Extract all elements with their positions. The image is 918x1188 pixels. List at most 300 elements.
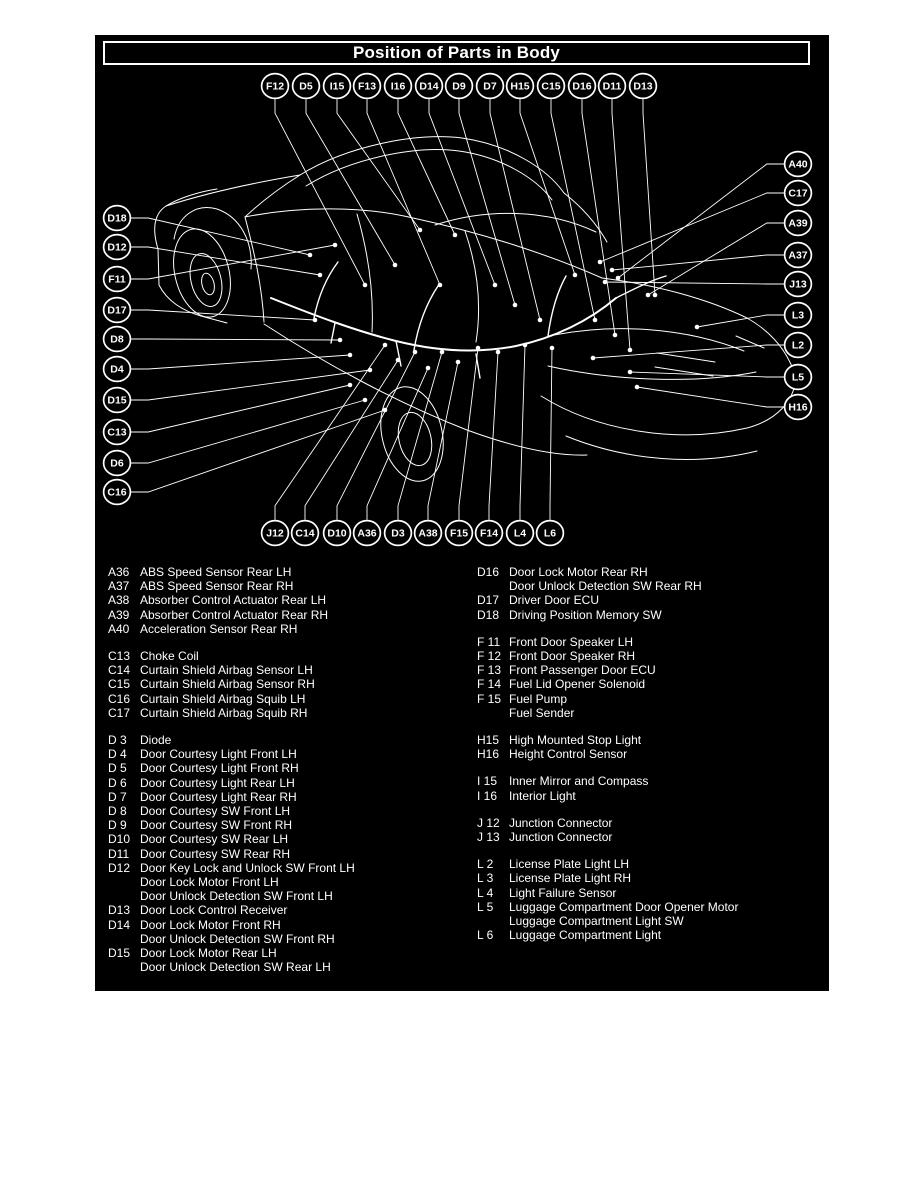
callout-d9 xyxy=(446,74,473,99)
callout-d17 xyxy=(104,298,131,323)
legend-name: Door Key Lock and Unlock SW Front LH xyxy=(140,860,355,875)
legend-entry xyxy=(108,932,468,946)
connector-dot-d17 xyxy=(313,318,318,323)
callout-circles xyxy=(104,74,812,546)
legend-entry xyxy=(108,790,468,804)
legend-code: D11 xyxy=(108,846,130,861)
leader-line-d7 xyxy=(490,99,540,320)
legend-entry xyxy=(108,565,468,579)
svg-text:F12: F12 xyxy=(265,80,285,93)
legend-name: ABS Speed Sensor Rear LH xyxy=(140,565,292,579)
callout-d11 xyxy=(599,74,626,99)
connector-dot-d9 xyxy=(513,303,518,308)
legend-entry xyxy=(477,635,822,649)
legend-entry xyxy=(477,649,822,663)
leader-line-f12 xyxy=(275,99,365,285)
legend-name: Door Courtesy Light Rear LH xyxy=(140,775,295,790)
svg-text:L5: L5 xyxy=(791,371,805,384)
legend-code: A39 xyxy=(108,607,130,622)
svg-text:L6: L6 xyxy=(543,527,557,540)
svg-text:C14: C14 xyxy=(295,527,315,540)
callout-a36 xyxy=(354,521,381,546)
callout-c13 xyxy=(104,420,131,445)
legend-entry xyxy=(477,857,822,871)
legend-code: D12 xyxy=(108,860,131,875)
legend-name: Absorber Control Actuator Rear RH xyxy=(140,607,329,622)
legend-group xyxy=(477,565,822,622)
legend-code: D17 xyxy=(477,593,500,608)
callout-d16 xyxy=(569,74,596,99)
legend-entry xyxy=(477,706,822,720)
connector-dot-h16 xyxy=(635,385,640,390)
svg-text:F11: F11 xyxy=(108,273,126,286)
callout-l4 xyxy=(507,521,534,546)
legend-name: Fuel Sender xyxy=(509,705,575,720)
legend-name: Luggage Compartment Door Opener Motor xyxy=(509,899,739,914)
legend-code: C14 xyxy=(108,663,131,678)
connector-dot-d8 xyxy=(338,338,343,343)
legend-group xyxy=(108,565,468,636)
callout-c14 xyxy=(292,521,319,546)
legend-entry xyxy=(108,818,468,832)
legend-name: Door Courtesy Light Rear RH xyxy=(140,789,297,804)
legend-entry xyxy=(108,946,468,960)
legend-code: F 11 xyxy=(477,634,501,649)
svg-text:A40: A40 xyxy=(788,158,808,171)
svg-text:A38: A38 xyxy=(418,527,438,540)
legend-name: Driver Door ECU xyxy=(509,593,600,608)
legend-entry xyxy=(108,593,468,607)
legend-name: Absorber Control Actuator Rear LH xyxy=(140,593,327,608)
svg-text:A37: A37 xyxy=(788,249,808,262)
svg-text:I16: I16 xyxy=(390,80,406,93)
legend-entry xyxy=(108,875,468,889)
svg-text:D16: D16 xyxy=(572,80,592,93)
legend-code: F 15 xyxy=(477,691,502,706)
connector-dot-f15 xyxy=(476,346,481,351)
legend-code: C15 xyxy=(108,677,131,692)
connector-dot-l3 xyxy=(695,325,700,330)
connector-dot-d14 xyxy=(493,283,498,288)
callout-f15 xyxy=(446,521,473,546)
callout-j13 xyxy=(785,272,812,297)
car-wireframe-drawing xyxy=(155,137,796,488)
legend-code: A36 xyxy=(108,565,130,579)
callout-a40 xyxy=(785,152,812,177)
legend-entry xyxy=(477,608,822,622)
legend-name: Door Lock Motor Rear RH xyxy=(509,565,648,579)
legend-code: L 2 xyxy=(477,857,494,872)
legend-code: D 8 xyxy=(108,804,127,819)
svg-text:D17: D17 xyxy=(107,304,127,317)
legend-name: Junction Connector xyxy=(509,815,613,830)
svg-text:C17: C17 xyxy=(788,187,808,200)
leader-line-c15 xyxy=(551,99,595,320)
callout-d12 xyxy=(104,235,131,260)
callout-d3 xyxy=(385,521,412,546)
callout-f13 xyxy=(354,74,381,99)
connector-dot-l2 xyxy=(591,356,596,361)
legend-code: D 7 xyxy=(108,789,127,804)
svg-text:L4: L4 xyxy=(513,527,527,540)
legend-name: Door Courtesy SW Rear RH xyxy=(140,846,291,861)
legend-entry xyxy=(108,903,468,917)
legend-entry xyxy=(477,593,822,607)
connector-dot-d5 xyxy=(393,263,398,268)
svg-text:D10: D10 xyxy=(327,527,347,540)
legend-code: F 14 xyxy=(477,677,502,692)
leader-line-f14 xyxy=(489,352,498,520)
legend-entry xyxy=(108,832,468,846)
callout-l6 xyxy=(537,521,564,546)
legend-code: C16 xyxy=(108,691,131,706)
legend-entry xyxy=(108,677,468,691)
legend-name: Interior Light xyxy=(509,788,576,803)
legend-code: D18 xyxy=(477,607,500,622)
legend-group xyxy=(477,816,822,844)
callout-c17 xyxy=(785,181,812,206)
svg-text:J12: J12 xyxy=(266,527,284,540)
legend-name: Luggage Compartment Light xyxy=(509,928,662,943)
legend-entry xyxy=(108,889,468,903)
legend-code: D 4 xyxy=(108,747,127,762)
legend-name: Front Door Speaker RH xyxy=(509,649,636,664)
connector-dot-c17 xyxy=(598,260,603,265)
svg-text:D15: D15 xyxy=(107,394,127,407)
connector-dot-d6 xyxy=(363,398,368,403)
legend-code: H15 xyxy=(477,733,500,748)
title-bar xyxy=(103,41,810,65)
leader-line-c13 xyxy=(130,385,350,432)
legend-code: I 15 xyxy=(477,774,498,789)
legend-group xyxy=(477,635,822,720)
callout-d14 xyxy=(416,74,443,99)
svg-text:D6: D6 xyxy=(110,457,124,470)
leader-line-d3 xyxy=(398,352,442,520)
legend-name: License Plate Light RH xyxy=(509,871,632,886)
connector-dot-h15 xyxy=(573,273,578,278)
connector-dot-i16 xyxy=(453,233,458,238)
legend-name: Door Lock Control Receiver xyxy=(140,903,288,918)
legend-code: D 9 xyxy=(108,818,127,833)
svg-text:D11: D11 xyxy=(602,80,622,93)
connector-dot-a38 xyxy=(456,360,461,365)
legend-name: Height Control Sensor xyxy=(509,747,628,762)
legend-column-left xyxy=(108,565,468,987)
callout-d5 xyxy=(293,74,320,99)
legend-entry xyxy=(477,663,822,677)
callout-f11 xyxy=(104,267,131,292)
connector-dot-f11 xyxy=(333,243,338,248)
leader-line-l3 xyxy=(697,315,785,327)
svg-text:J13: J13 xyxy=(789,278,807,291)
legend-name: Fuel Pump xyxy=(509,691,568,706)
svg-text:C13: C13 xyxy=(107,426,127,439)
connector-dot-c15 xyxy=(593,318,598,323)
legend-name: Curtain Shield Airbag Sensor RH xyxy=(140,677,315,692)
connector-dot-a37 xyxy=(610,268,615,273)
leader-line-l2 xyxy=(593,345,785,358)
svg-text:D13: D13 xyxy=(633,80,653,93)
leader-line-l4 xyxy=(520,345,525,520)
legend-entry xyxy=(477,579,822,593)
connector-dot-d16 xyxy=(613,333,618,338)
connector-dot-d4 xyxy=(348,353,353,358)
legend-code: D 3 xyxy=(108,733,127,748)
legend-code: D 5 xyxy=(108,761,127,776)
callout-d8 xyxy=(104,327,131,352)
legend-group xyxy=(477,733,822,761)
legend-name: Door Lock Motor Front RH xyxy=(140,917,281,932)
legend-name: Door Lock Motor Front LH xyxy=(140,875,279,890)
legend-code: F 13 xyxy=(477,663,502,678)
legend-entry xyxy=(477,774,822,788)
connector-dot-l4 xyxy=(523,343,528,348)
legend-name: Curtain Shield Airbag Squib LH xyxy=(140,691,306,706)
callout-a38 xyxy=(415,521,442,546)
leader-line-d4 xyxy=(130,355,350,369)
svg-text:L3: L3 xyxy=(791,309,805,322)
legend-code: D13 xyxy=(108,903,131,918)
svg-text:D7: D7 xyxy=(483,80,497,93)
callout-d15 xyxy=(104,388,131,413)
leader-line-d5 xyxy=(306,99,395,265)
legend-name: Door Lock Motor Rear LH xyxy=(140,946,277,961)
connector-dot-d11 xyxy=(628,348,633,353)
callout-a39 xyxy=(785,211,812,236)
legend-code: D16 xyxy=(477,565,500,579)
connector-dot-a39 xyxy=(646,293,651,298)
connector-dot-f13 xyxy=(438,283,443,288)
legend-name: Curtain Shield Airbag Squib RH xyxy=(140,705,308,720)
legend-entry xyxy=(477,789,822,803)
connector-dot-f12 xyxy=(363,283,368,288)
svg-text:A36: A36 xyxy=(357,527,377,540)
legend-entry xyxy=(108,706,468,720)
svg-text:F14: F14 xyxy=(479,527,499,540)
leader-line-i15 xyxy=(337,99,420,230)
legend-entry xyxy=(108,918,468,932)
legend-entry xyxy=(108,776,468,790)
callout-l2 xyxy=(785,333,812,358)
legend-entry xyxy=(108,649,468,663)
legend-entry xyxy=(477,914,822,928)
connector-dot-d3 xyxy=(440,350,445,355)
legend-code: I 16 xyxy=(477,788,498,803)
svg-text:A39: A39 xyxy=(788,217,808,230)
legend-code: A38 xyxy=(108,593,130,608)
legend-name: Junction Connector xyxy=(509,830,613,845)
legend-name: Light Failure Sensor xyxy=(509,885,617,900)
legend-entry xyxy=(477,747,822,761)
legend-entry xyxy=(477,886,822,900)
legend-group xyxy=(477,857,822,942)
callout-d4 xyxy=(104,357,131,382)
legend-group xyxy=(108,649,468,720)
svg-text:I15: I15 xyxy=(329,80,345,93)
legend-group xyxy=(477,774,822,802)
legend-code: D 6 xyxy=(108,775,127,790)
legend-group xyxy=(108,733,468,974)
callout-i15 xyxy=(324,74,351,99)
leader-line-d17 xyxy=(130,310,315,320)
leader-line-c16 xyxy=(130,410,385,492)
page-title: Position of Parts in Body xyxy=(352,43,561,62)
leader-line-i16 xyxy=(398,99,455,235)
svg-text:F15: F15 xyxy=(449,527,469,540)
legend-entry xyxy=(477,900,822,914)
legend-entry xyxy=(477,928,822,942)
svg-text:C16: C16 xyxy=(107,486,127,499)
legend-entry xyxy=(108,847,468,861)
legend-name: Door Unlock Detection SW Front LH xyxy=(140,889,333,904)
leader-line-d8 xyxy=(130,339,340,340)
legend-name: Front Passenger Door ECU xyxy=(509,663,656,678)
legend-name: High Mounted Stop Light xyxy=(509,733,642,748)
connector-dot-l5 xyxy=(628,370,633,375)
legend-entry xyxy=(477,677,822,691)
leader-line-d10 xyxy=(337,352,415,520)
svg-text:L2: L2 xyxy=(791,339,805,352)
legend-name: Inner Mirror and Compass xyxy=(509,774,649,789)
legend-name: Door Unlock Detection SW Rear LH xyxy=(140,960,331,975)
connector-dot-d12 xyxy=(318,273,323,278)
callout-h16 xyxy=(785,395,812,420)
svg-text:D8: D8 xyxy=(110,333,124,346)
legend-entry xyxy=(477,871,822,885)
legend-code: A37 xyxy=(108,579,130,594)
connector-dot-c14 xyxy=(396,358,401,363)
leader-line-d16 xyxy=(582,99,615,335)
callout-c16 xyxy=(104,480,131,505)
legend-entry xyxy=(108,622,468,636)
legend-code: H16 xyxy=(477,747,500,762)
legend-entry xyxy=(108,579,468,593)
legend-entry xyxy=(108,804,468,818)
legend-entry xyxy=(108,747,468,761)
connector-dot-a40 xyxy=(616,276,621,281)
diagram-panel xyxy=(95,35,829,991)
legend-column-right xyxy=(477,565,822,955)
legend-code: L 5 xyxy=(477,899,494,914)
legend-entry xyxy=(108,663,468,677)
connector-dot-d18 xyxy=(308,253,313,258)
svg-text:D18: D18 xyxy=(107,212,127,225)
legend-code: F 12 xyxy=(477,649,502,664)
legend-name: ABS Speed Sensor Rear RH xyxy=(140,579,294,594)
legend-entry xyxy=(477,816,822,830)
legend-entry xyxy=(108,861,468,875)
leader-line-d14 xyxy=(429,99,495,285)
svg-text:H15: H15 xyxy=(510,80,530,93)
leader-line-d18 xyxy=(130,218,310,255)
svg-text:H16: H16 xyxy=(788,401,808,414)
legend-code: L 3 xyxy=(477,871,494,886)
legend-name: Door Courtesy Light Front RH xyxy=(140,761,299,776)
callout-d10 xyxy=(324,521,351,546)
leader-line-d9 xyxy=(459,99,515,305)
legend-code: L 4 xyxy=(477,885,494,900)
leader-line-f11 xyxy=(130,245,335,279)
legend-name: Diode xyxy=(140,733,172,748)
legend-name: Front Door Speaker LH xyxy=(509,634,634,649)
callout-l3 xyxy=(785,303,812,328)
legend-entry xyxy=(108,608,468,622)
connector-dot-a36 xyxy=(426,366,431,371)
leader-line-l5 xyxy=(630,372,785,377)
leader-line-d15 xyxy=(130,370,370,400)
connector-dot-d7 xyxy=(538,318,543,323)
callout-f12 xyxy=(262,74,289,99)
legend-code: A40 xyxy=(108,621,130,636)
legend-entry xyxy=(108,761,468,775)
leader-lines xyxy=(130,99,785,520)
leader-line-l6 xyxy=(550,348,552,520)
callout-d7 xyxy=(477,74,504,99)
legend-code: D10 xyxy=(108,832,131,847)
legend-entry xyxy=(108,960,468,974)
legend-name: Choke Coil xyxy=(140,649,199,664)
leader-line-d6 xyxy=(130,400,365,463)
svg-text:D4: D4 xyxy=(110,363,124,376)
callout-d6 xyxy=(104,451,131,476)
legend-code: D14 xyxy=(108,917,131,932)
legend-entry xyxy=(477,733,822,747)
connector-dot-c13 xyxy=(348,383,353,388)
connector-dot-d10 xyxy=(413,350,418,355)
legend-name: Door Courtesy SW Front RH xyxy=(140,818,293,833)
connector-dot-l6 xyxy=(550,346,555,351)
legend-entry xyxy=(108,692,468,706)
legend-code: C17 xyxy=(108,705,131,720)
callout-c15 xyxy=(538,74,565,99)
legend-name: Luggage Compartment Light SW xyxy=(509,914,684,929)
legend-entry xyxy=(477,830,822,844)
legend-code: C13 xyxy=(108,649,131,664)
callout-f14 xyxy=(476,521,503,546)
leader-line-c17 xyxy=(600,193,785,262)
legend-entry xyxy=(477,565,822,579)
leader-line-f13 xyxy=(367,99,440,285)
legend-name: Acceleration Sensor Rear RH xyxy=(140,621,298,636)
svg-text:F13: F13 xyxy=(357,80,377,93)
legend-entry xyxy=(108,733,468,747)
svg-text:D9: D9 xyxy=(452,80,466,93)
leader-line-f15 xyxy=(459,348,478,520)
connector-dot-j13 xyxy=(603,280,608,285)
legend-name: Door Courtesy Light Front LH xyxy=(140,747,297,762)
svg-text:D5: D5 xyxy=(299,80,313,93)
callout-h15 xyxy=(507,74,534,99)
svg-text:D3: D3 xyxy=(391,527,405,540)
legend-name: Door Unlock Detection SW Rear RH xyxy=(509,579,702,594)
legend-code: D15 xyxy=(108,946,131,961)
connector-dot-d13 xyxy=(653,293,658,298)
svg-text:D14: D14 xyxy=(419,80,439,93)
legend-entry xyxy=(477,692,822,706)
leader-line-h16 xyxy=(637,387,785,407)
callout-a37 xyxy=(785,243,812,268)
callout-d18 xyxy=(104,206,131,231)
leader-line-d11 xyxy=(612,99,630,350)
legend-code: L 6 xyxy=(477,928,494,943)
legend-name: Fuel Lid Opener Solenoid xyxy=(509,677,646,692)
svg-text:C15: C15 xyxy=(541,80,561,93)
legend-name: Door Unlock Detection SW Front RH xyxy=(140,931,335,946)
callout-i16 xyxy=(385,74,412,99)
connector-dot-f14 xyxy=(496,350,501,355)
callout-j12 xyxy=(262,521,289,546)
